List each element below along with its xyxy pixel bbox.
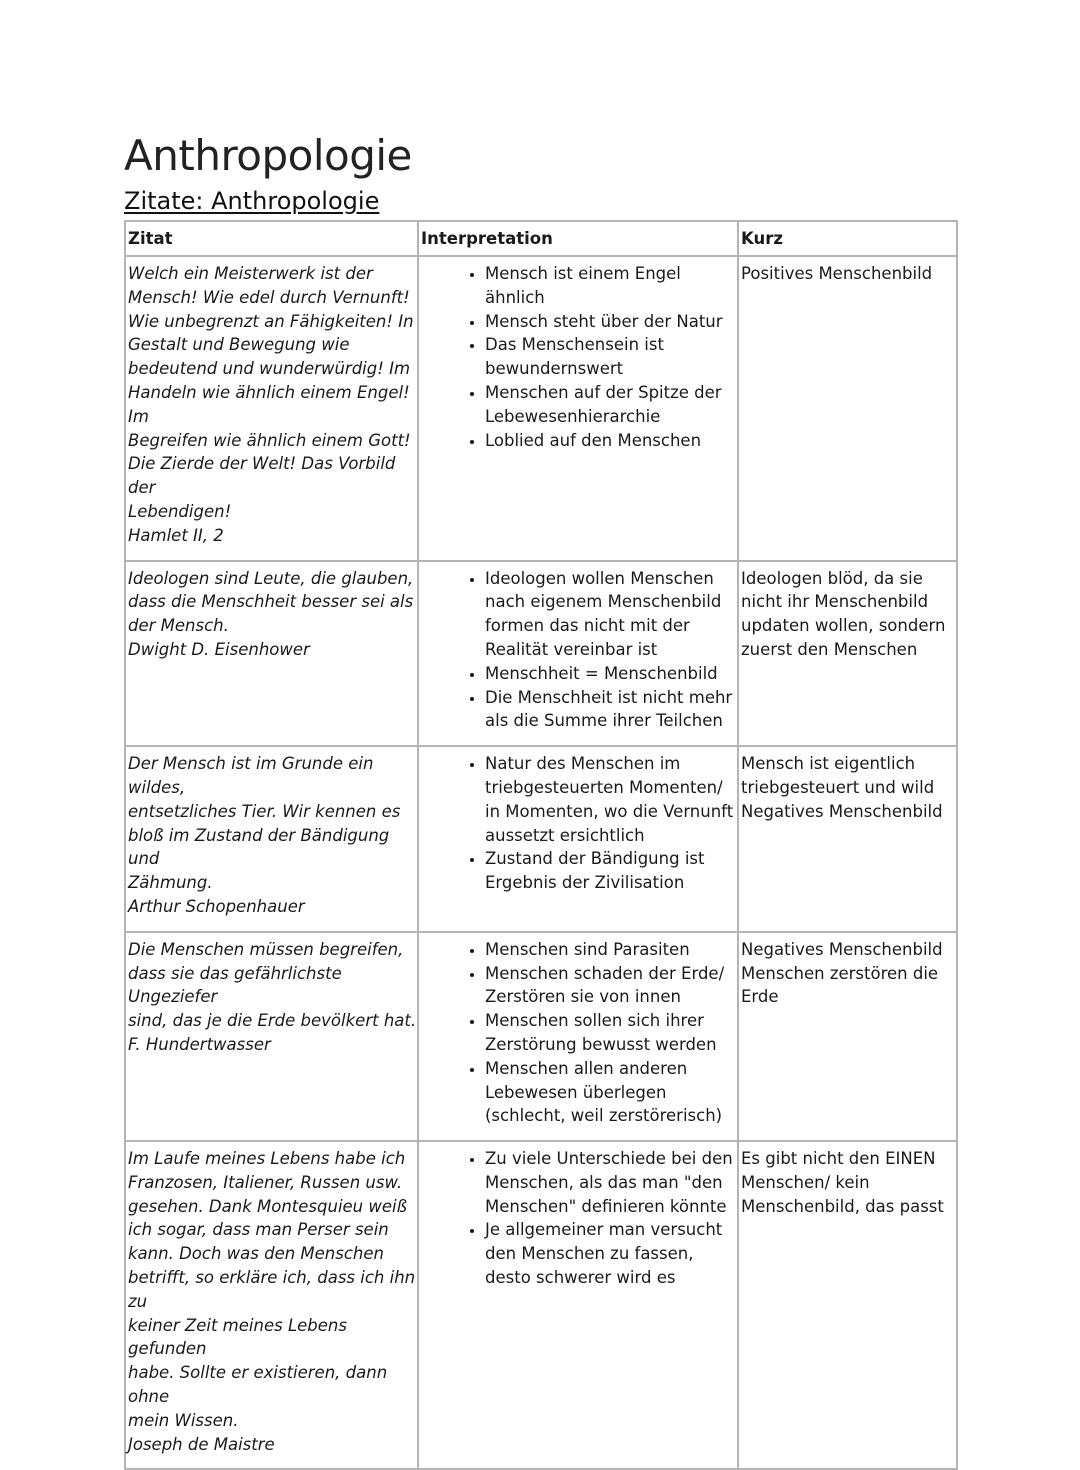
quote-cell xyxy=(125,1141,418,1469)
interpretation-list xyxy=(421,938,737,1128)
interpretation-list xyxy=(421,262,737,452)
interpretation-item: • Mensch ist einem Engel ähnlich xyxy=(485,262,737,310)
summary-line: Menschenbild, das passt xyxy=(741,1196,944,1216)
interpretation-item: • Ideologen wollen Menschen nach eigenem Menschenbild formen das nicht mit der Realität vereinbar ist xyxy=(485,567,737,662)
quote-line: dass die Menschheit besser sei als xyxy=(128,592,414,612)
summary-line: Menschen zerstören die xyxy=(741,963,939,983)
quote-line: bedeutend und wunderwürdig! Im xyxy=(128,359,411,379)
quote-line: Wie unbegrenzt an Fähigkeiten! In xyxy=(128,311,414,331)
table-row xyxy=(125,1141,957,1469)
table-header-row xyxy=(125,221,957,256)
quote-line: Franzosen, Italiener, Russen usw. xyxy=(128,1172,403,1192)
quote-line: Mensch! Wie edel durch Vernunft! xyxy=(128,287,410,307)
quote-cell xyxy=(125,746,418,932)
interpretation-list xyxy=(421,1147,737,1290)
table-row xyxy=(125,256,957,561)
quote-line: mein Wissen. xyxy=(128,1410,239,1430)
header-kurz: Kurz xyxy=(738,221,957,256)
summary-cell xyxy=(738,256,957,561)
summary-line: Positives Menschenbild xyxy=(741,264,933,283)
quote-line: Ideologen sind Leute, die glauben, xyxy=(128,568,414,588)
summary-cell xyxy=(738,746,957,932)
summary-cell xyxy=(738,932,957,1141)
interpretation-item: • Zustand der Bändigung ist Ergebnis der Zivilisation xyxy=(485,847,737,895)
interpretation-item: • Natur des Menschen im triebgesteuerten Momenten/ in Momenten, wo die Vernunft aussetzt ersichtlich xyxy=(485,752,737,847)
interpretation-item: • Mensch steht über der Natur xyxy=(485,310,737,334)
quote-cell xyxy=(125,561,418,747)
quote-line: keiner Zeit meines Lebens gefunden xyxy=(128,1315,347,1359)
quote-line: Der Mensch ist im Grunde ein wildes, xyxy=(128,754,374,797)
quote-line: sind, das je die Erde bevölkert hat. xyxy=(128,1011,417,1031)
quote-line: Gestalt und Bewegung wie xyxy=(128,335,350,355)
interpretation-cell xyxy=(418,932,738,1141)
quote-line: Begreifen wie ähnlich einem Gott! xyxy=(128,430,411,450)
interpretation-item: • Zu viele Unterschiede bei den Menschen, als das man "den Menschen" definieren könnte xyxy=(485,1147,737,1218)
quote-line: kann. Doch was den Menschen xyxy=(128,1244,384,1264)
summary-cell xyxy=(738,561,957,747)
interpretation-item: • Menschen auf der Spitze der Lebewesenhierarchie xyxy=(485,381,737,429)
interpretation-list xyxy=(421,752,737,895)
quote-line: Die Menschen müssen begreifen, xyxy=(128,939,404,959)
table-row xyxy=(125,561,957,747)
interpretation-item: • Das Menschensein ist bewundernswert xyxy=(485,333,737,381)
quote-line: dass sie das gefährlichste Ungeziefer xyxy=(128,963,342,1007)
table-body xyxy=(125,256,957,1469)
summary-line: Erde xyxy=(741,987,779,1007)
summary-line: Mensch ist eigentlich xyxy=(741,754,916,774)
quotes-table xyxy=(124,220,958,1470)
summary-line: Ideologen blöd, da sie xyxy=(741,568,923,588)
summary-line: Negatives Menschenbild xyxy=(741,939,943,959)
quote-cell xyxy=(125,932,418,1141)
quote-line: Arthur Schopenhauer xyxy=(128,896,305,916)
table-row xyxy=(125,932,957,1141)
summary-line: updaten wollen, sondern xyxy=(741,616,946,636)
interpretation-cell xyxy=(418,561,738,747)
summary-cell xyxy=(738,1141,957,1469)
interpretation-cell xyxy=(418,746,738,932)
summary-line: triebgesteuert und wild xyxy=(741,777,935,797)
quote-line: Im Laufe meines Lebens habe ich xyxy=(128,1149,406,1169)
quote-cell xyxy=(125,256,418,561)
interpretation-item: • Die Menschheit ist nicht mehr als die Summe ihrer Teilchen xyxy=(485,686,737,734)
quote-line: habe. Sollte er existieren, dann ohne xyxy=(128,1363,388,1407)
document-title: Anthropologie xyxy=(124,131,412,180)
summary-line: Es gibt nicht den EINEN xyxy=(741,1149,936,1169)
quote-line: Die Zierde der Welt! Das Vorbild der xyxy=(128,454,396,498)
quote-line: F. Hundertwasser xyxy=(128,1034,271,1054)
interpretation-cell xyxy=(418,1141,738,1469)
quote-line: Joseph de Maistre xyxy=(128,1434,275,1454)
interpretation-item: • Je allgemeiner man versucht den Menschen zu fassen, desto schwerer wird es xyxy=(485,1218,737,1289)
interpretation-item: • Menschen sind Parasiten xyxy=(485,938,737,962)
quote-line: der Mensch. xyxy=(128,616,229,636)
interpretation-item: • Menschheit = Menschenbild xyxy=(485,662,737,686)
quote-line: Zähmung. xyxy=(128,873,213,893)
quote-line: entsetzliches Tier. Wir kennen es xyxy=(128,801,401,821)
quote-line: Handeln wie ähnlich einem Engel! Im xyxy=(128,382,410,426)
interpretation-item: • Loblied auf den Menschen xyxy=(485,429,737,453)
quote-line: gesehen. Dank Montesquieu weiß xyxy=(128,1196,408,1216)
interpretation-item: • Menschen sollen sich ihrer Zerstörung bewusst werden xyxy=(485,1009,737,1057)
interpretation-item: • Menschen schaden der Erde/ Zerstören sie von innen xyxy=(485,962,737,1010)
document-page xyxy=(124,128,956,1470)
summary-line: Negatives Menschenbild xyxy=(741,801,943,821)
quote-line: bloß im Zustand der Bändigung und xyxy=(128,825,390,869)
summary-line: Menschen/ kein xyxy=(741,1172,870,1192)
header-interpretation: Interpretation xyxy=(418,221,738,256)
table-row xyxy=(125,746,957,932)
summary-line: zuerst den Menschen xyxy=(741,639,918,659)
header-zitat: Zitat xyxy=(125,221,418,256)
interpretation-cell xyxy=(418,256,738,561)
interpretation-list xyxy=(421,567,737,734)
quote-line: Lebendigen! xyxy=(128,501,232,521)
section-heading: Zitate: Anthropologie xyxy=(124,187,380,215)
quote-line: ich sogar, dass man Perser sein xyxy=(128,1220,389,1240)
quote-line: Hamlet II, 2 xyxy=(128,525,224,545)
summary-line: nicht ihr Menschenbild xyxy=(741,592,929,612)
interpretation-item: • Menschen allen anderen Lebewesen überlegen (schlecht, weil zerstörerisch) xyxy=(485,1057,737,1128)
quote-line: betrifft, so erkläre ich, dass ich ihn zu xyxy=(128,1268,416,1311)
quote-line: Welch ein Meisterwerk ist der xyxy=(128,264,373,283)
quote-line: Dwight D. Eisenhower xyxy=(128,639,310,659)
